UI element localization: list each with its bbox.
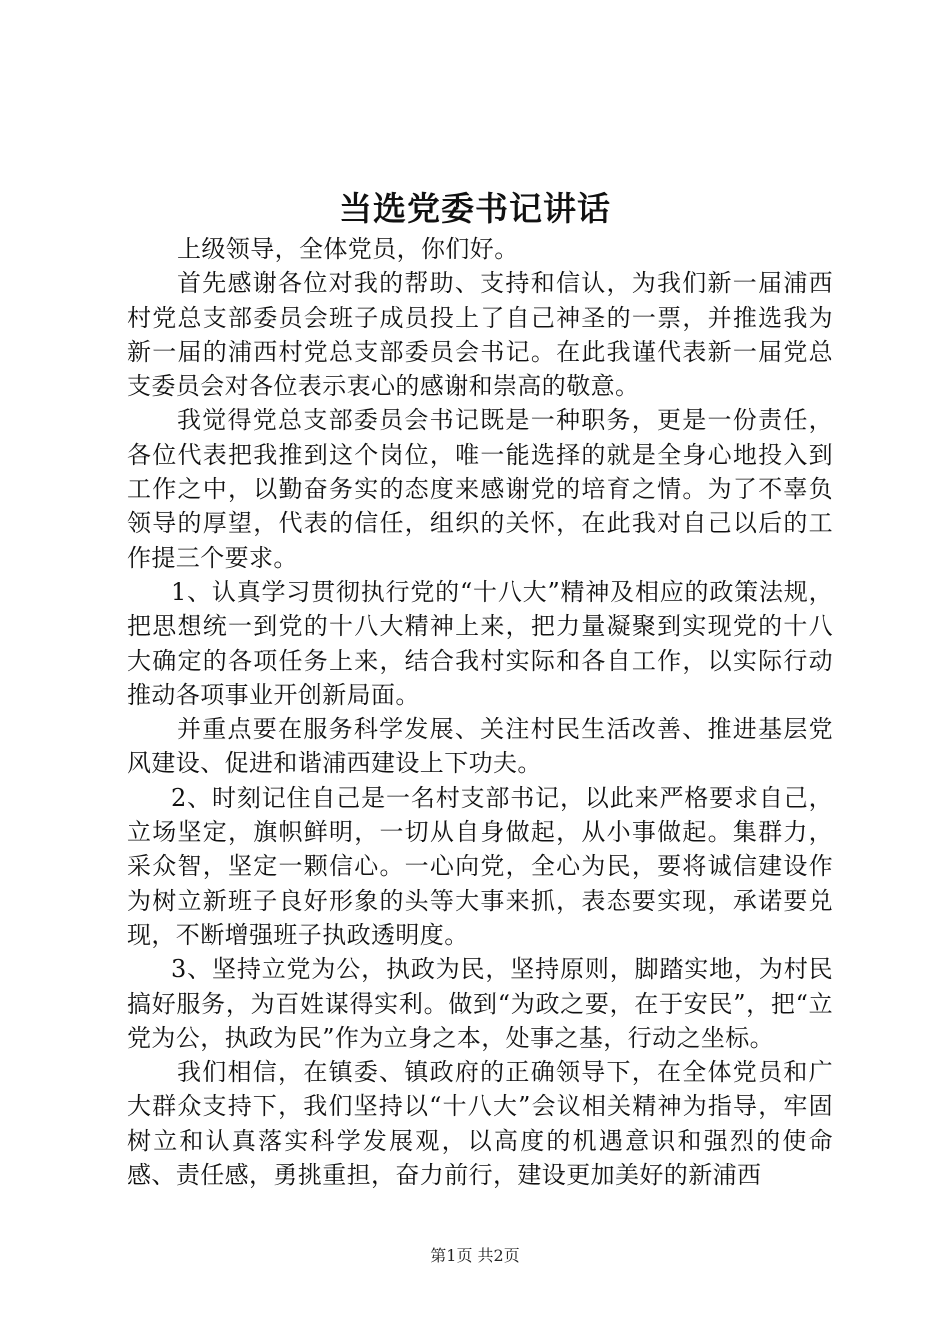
paragraph-focus: 并重点要在服务科学发展、关注村民生活改善、推进基层党风建设、促进和谐浦西建设上下功夫。	[127, 715, 833, 778]
paragraph-responsibility: 我觉得党总支部委员会书记既是一种职务，更是一份责任，各位代表把我推到这个岗位，唯一能选择的就是全身心地投入到工作之中，以勤奋务实的态度来感谢党的培育之情。为了不辜负领导的厚望，代表的信任，组织的关怀，在此我对自己以后的工作提三个要求。	[127, 406, 833, 572]
page-number-footer: 第1页 共2页	[430, 1246, 520, 1265]
document-body	[127, 232, 833, 1192]
paragraph-thanks: 首先感谢各位对我的帮助、支持和信认，为我们新一届浦西村党总支部委员会班子成员投上了自己神圣的一票，并推选我为新一届的浦西村党总支部委员会书记。在此我谨代表新一届党总支委员会对各位表示衷心的感谢和崇高的敬意。	[127, 269, 833, 401]
document-title: 当选党委书记讲话	[339, 189, 611, 228]
paragraph-requirement-3: 3、坚持立党为公，执政为民，坚持原则，脚踏实地，为村民搞好服务，为百姓谋得实利。做到“为政之要，在于安民”，把“立党为公，执政为民”作为立身之本，处事之基，行动之坐标。	[127, 955, 833, 1052]
paragraph-requirement-2: 2、时刻记住自己是一名村支部书记，以此来严格要求自己，立场坚定，旗帜鲜明，一切从自身做起，从小事做起。集群力，采众智，坚定一颗信心。一心向党，全心为民，要将诚信建设作为树立新班子良好形象的头等大事来抓，表态要实现，承诺要兑现，不断增强班子执政透明度。	[127, 783, 833, 949]
paragraph-greeting: 上级领导，全体党员，你们好。	[177, 235, 519, 263]
paragraph-conclusion: 我们相信，在镇委、镇政府的正确领导下，在全体党员和广大群众支持下，我们坚持以“十八大”会议相关精神为指导，牢固树立和认真落实科学发展观，以高度的机遇意识和强烈的使命感、责任感，勇挑重担，奋力前行，建设更加美好的新浦西	[127, 1058, 833, 1190]
paragraph-requirement-1: 1、认真学习贯彻执行党的“十八大”精神及相应的政策法规，把思想统一到党的十八大精神上来，把力量凝聚到实现党的十八大确定的各项任务上来，结合我村实际和各自工作，以实际行动推动各项事业开创新局面。	[127, 577, 833, 709]
